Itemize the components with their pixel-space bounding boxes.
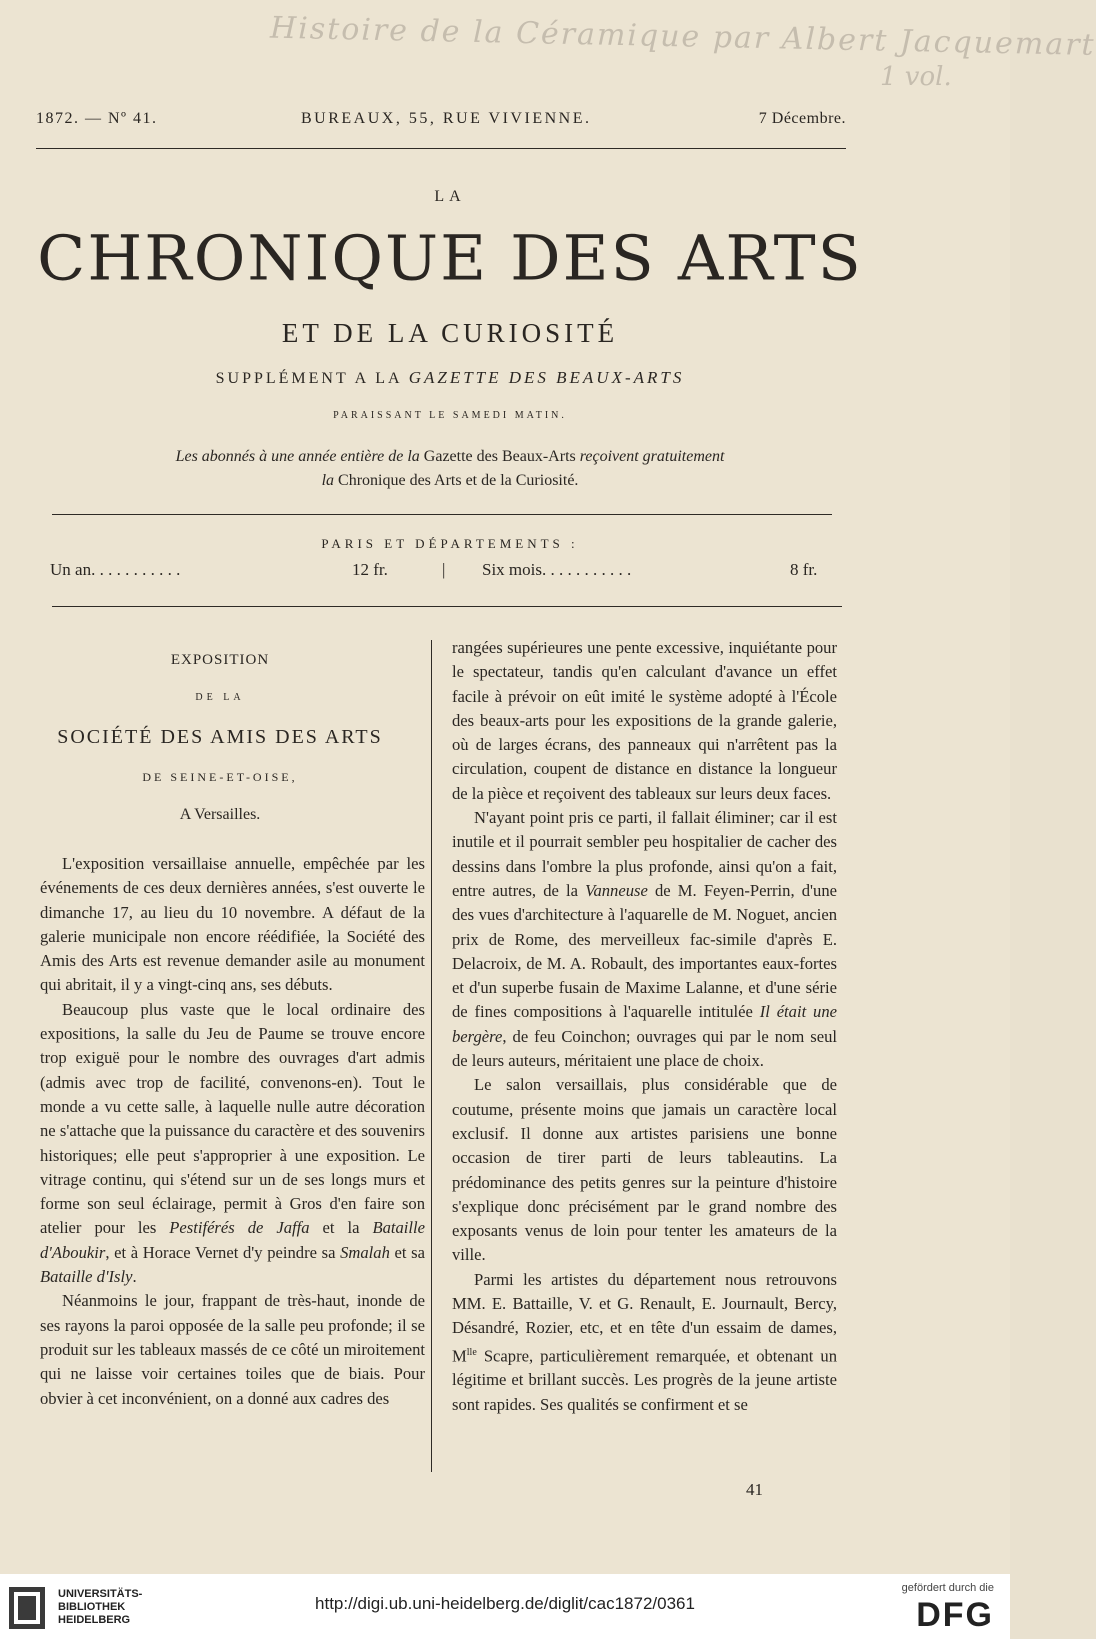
- right-paragraph-2: [452, 806, 837, 1073]
- funding-label: gefördert durch die: [901, 1582, 994, 1594]
- notice-part-2a: la: [321, 472, 339, 489]
- heading-exposition: EXPOSITION: [170, 652, 270, 668]
- left-p2-italic-1: Pestiférés de Jaffa: [169, 1218, 310, 1238]
- header-rule: [36, 148, 846, 149]
- left-p2-text-a: Beaucoup plus vaste que le local ordinaire des expositions, la salle du Jeu de Paume se trouve encore trop exiguë pour le nombre des ouvrages d'art admis (admis avec trop de facilité, convenons-en). Tout le monde a vu cette salle, à laquelle nulle autre décoration ne s'attache que la puissance du caractère et des souvenirs historiques; elle peut s'approprier à une exposition. Le vitrage continu, qui s'étend sur un de ses longs murs et forme son seul éclairage, permit à Gros d'en faire son atelier pour les: [40, 999, 425, 1238]
- left-p2-italic-2: Bataille d'Aboukir: [40, 1218, 426, 1262]
- left-p2-italic-4: Bataille d'Isly: [40, 1267, 133, 1287]
- left-p2-text-d: et sa: [389, 1242, 425, 1262]
- right-p4-text-b: Scapre, particulièrement remarquée, et obtenant un légitime et brillant succès. Les progrès de la jeune artiste sont rapides. Ses qualités se confirment et se: [452, 1346, 837, 1414]
- six-months-price: 8 fr.: [790, 560, 818, 579]
- subscription-rule: [52, 606, 842, 607]
- right-column: [452, 636, 837, 1417]
- publication-schedule: PARAISSANT LE SAMEDI MATIN.: [333, 410, 567, 421]
- library-line-1: UNIVERSITÄTS-: [58, 1588, 143, 1600]
- handwritten-note-2: 1 vol.: [880, 62, 952, 92]
- left-p2-italic-3: Smalah: [340, 1242, 390, 1262]
- library-line-3: HEIDELBERG: [58, 1614, 131, 1626]
- office-address: BUREAUX, 55, RUE VIVIENNE.: [301, 110, 592, 127]
- permalink-url[interactable]: http://digi.ub.uni-heidelberg.de/diglit/cac1872/0361: [315, 1594, 695, 1613]
- left-paragraph-1: L'exposition versaillaise annuelle, empêchée par les événements de ces deux dernières années, s'est ouverte le dimanche 17, au lieu du 10 novembre. A défaut de la galerie municipale non encore réédifiée, la Société des Amis des Arts est revenue demander asile au monument qui abritait, il y a vingt-cinq ans, ses débuts.: [40, 854, 425, 995]
- notice-part-1c: reçoivent gratuitement: [575, 448, 725, 465]
- six-months-label: Six mois. . . . . . . . . . .: [482, 560, 632, 579]
- right-p4-superscript: lle: [466, 1346, 477, 1358]
- notice-part-1b: Gazette des Beaux-Arts: [423, 448, 576, 465]
- left-p2-text-c: , et à Horace Vernet d'y peindre sa: [105, 1242, 341, 1262]
- notice-part-2b: Chronique des Arts et de la Curiosité.: [338, 472, 579, 489]
- page-number: 41: [746, 1480, 763, 1499]
- right-p2-text-c: , de feu Coinchon; ouvrages qui par le nom seul de leurs auteurs, méritaient une place de choix.: [452, 1026, 837, 1071]
- left-paragraph-3: Néanmoins le jour, frappant de très-haut, inonde de ses rayons la paroi opposée de la salle peu profonde; il se produit sur les tableaux massés de ce côté un miroitement qui ne laisse voir certaines toiles que de biais. Pour obvier à cet inconvénient, on a donné aux cadres des: [40, 1291, 425, 1408]
- heading-versailles: A Versailles.: [179, 806, 261, 823]
- masthead-rule: [52, 514, 832, 515]
- masthead-title: CHRONIQUE DES ARTS: [37, 222, 863, 295]
- subscriber-notice: [0, 445, 900, 493]
- right-paragraph-3: Le salon versaillais, plus considérable que de coutume, présente moins que jamais un caractère local exclusif. Il donne aux artistes parisiens une bonne occasion de tirer parti de leurs tableautins. La prédominance des petits genres sur la peinture d'histoire s'explique donc précisément par le grand nombre des exposants venus de loin pour tenter les amateurs de la ville.: [452, 1075, 837, 1265]
- right-paragraph-1: rangées supérieures une pente excessive, inquiétante pour le spectateur, tandis qu'en calculant d'avance un effet facile à prévoir on eût imité le système adopté à l'École des beaux-arts pour les expositions de la grande galerie, où de larges écrans, des panneaux qui n'arrêtent pas la circulation, coupent de distance en distance la longueur de la pièce et reçoivent des tableaux sur leurs deux faces.: [452, 638, 837, 803]
- handwritten-note: Histoire de la Céramique par Albert Jacquemart: [269, 10, 1096, 63]
- column-divider: [431, 640, 432, 1472]
- right-p2-text-a: N'ayant point pris ce parti, il fallait éliminer; car il est inutile et il pourrait sembler peu hospitalier de cacher des dessins dans l'ombre la plus profonde, ainsi qu'on a fait, entre autres, de la: [452, 808, 837, 900]
- subscription-heading: PARIS ET DÉPARTEMENTS :: [321, 536, 579, 551]
- right-p4-text-a: Parmi les artistes du département nous retrouvons MM. E. Battaille, V. et G. Renault, E. Journault, Bercy, Désandré, Rozier, etc, et en tête d'un essaim de dames, M: [452, 1269, 837, 1366]
- left-paragraph-2: [40, 998, 425, 1290]
- supplement-gazette: GAZETTE DES BEAUX-ARTS: [408, 368, 685, 387]
- issue-date: 7 Décembre.: [758, 110, 846, 127]
- notice-part-1a: Les abonnés à une année entière de la: [175, 448, 424, 465]
- supplement-line: [0, 368, 900, 388]
- left-p2-text-b: et la: [309, 1218, 373, 1238]
- left-column: [40, 852, 425, 1411]
- right-p2-italic-1: Vanneuse: [585, 880, 648, 900]
- masthead-subtitle: ET DE LA CURIOSITÉ: [281, 318, 619, 348]
- heading-societe: SOCIÉTÉ DES AMIS DES ARTS: [57, 726, 383, 748]
- year-price: 12 fr.: [352, 560, 388, 579]
- supplement-prefix: SUPPLÉMENT A LA: [215, 370, 409, 387]
- library-line-2: BIBLIOTHEK: [58, 1601, 126, 1613]
- issue-number: 1872. — Nº 41.: [36, 110, 158, 127]
- year-label: Un an. . . . . . . . . . .: [50, 560, 181, 579]
- right-p2-italic-2: Il était une bergère: [452, 1002, 838, 1046]
- heading-seine-et-oise: DE SEINE-ET-OISE,: [142, 770, 298, 784]
- dfg-logo: DFG: [916, 1596, 994, 1634]
- right-p2-text-b: de M. Feyen-Perrin, d'une des vues d'architecture à l'aquarelle de M. Noguet, ancien prix de Rome, des merveilleux fac-simile d'après E. Delacroix, de M. A. Robault, des importantes eaux-fortes et d'un superbe fusain de Maxime Lalanne, et d'une série de fines compositions à l'aquarelle intitulée: [452, 880, 837, 1022]
- heading-de-la: DE LA: [195, 692, 245, 703]
- left-p2-text-e: .: [132, 1267, 137, 1287]
- right-paragraph-4: [452, 1268, 837, 1417]
- masthead-la: LA: [434, 188, 466, 205]
- price-separator: |: [442, 560, 446, 579]
- digitization-footer: [0, 1574, 1010, 1639]
